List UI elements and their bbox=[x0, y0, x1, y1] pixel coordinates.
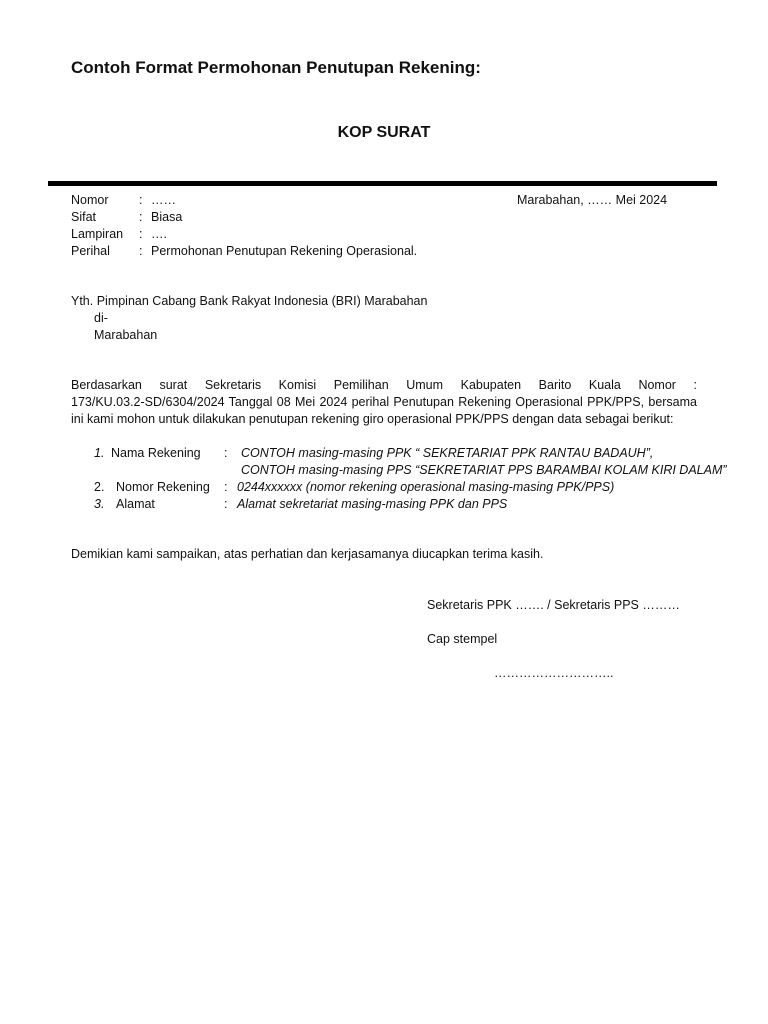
body-line: Berdasarkan surat Sekretaris Komisi Pemilihan Umum Kabupaten Barito Kuala Nomor : bbox=[71, 378, 697, 392]
letterhead-placeholder: KOP SURAT bbox=[337, 124, 431, 141]
meta-value-sifat: Biasa bbox=[151, 210, 183, 224]
addressee-di: di- bbox=[94, 311, 108, 325]
item-colon: : bbox=[224, 497, 228, 511]
closing-sentence: Demikian kami sampaikan, atas perhatian dan kerjasamanya diucapkan terima kasih. bbox=[71, 547, 544, 561]
item-label-nomor-rekening: Nomor Rekening bbox=[116, 480, 210, 494]
meta-colon: : bbox=[139, 227, 143, 241]
letterhead-divider bbox=[48, 181, 717, 186]
item-colon: : bbox=[224, 446, 228, 460]
meta-colon: : bbox=[139, 210, 143, 224]
item-colon: : bbox=[224, 480, 228, 494]
item-value-nama-rekening-2: CONTOH masing-masing PPS “SEKRETARIAT PPS BARAMBAI KOLAM KIRI DALAM” bbox=[241, 463, 727, 477]
item-label-nama-rekening: Nama Rekening bbox=[111, 446, 201, 460]
meta-label-perihal: Perihal bbox=[71, 244, 110, 258]
item-number: 2. bbox=[94, 480, 105, 494]
body-line: 173/KU.03.2-SD/6304/2024 Tanggal 08 Mei 2024 perihal Penutupan Rekening Operasional PPK/PPS, bersama bbox=[71, 395, 697, 409]
signatory-title: Sekretaris PPK ……. / Sekretaris PPS ……… bbox=[427, 598, 680, 612]
meta-colon: : bbox=[139, 244, 143, 258]
item-number: 1. bbox=[94, 446, 105, 460]
body-paragraph bbox=[71, 377, 697, 428]
addressee-line: Yth. Pimpinan Cabang Bank Rakyat Indonesia (BRI) Marabahan bbox=[71, 294, 428, 308]
stamp-label: Cap stempel bbox=[427, 632, 498, 646]
item-value-nomor-rekening: 0244xxxxxx (nomor rekening operasional masing-masing PPK/PPS) bbox=[237, 480, 615, 494]
item-value-nama-rekening: CONTOH masing-masing PPK “ SEKRETARIAT PPK RANTAU BADAUH”, bbox=[241, 446, 654, 460]
place-date: Marabahan, …… Mei 2024 bbox=[517, 193, 668, 207]
signatory-name-line: ……………………….. bbox=[494, 666, 614, 680]
meta-colon: : bbox=[139, 193, 143, 207]
meta-value-perihal: Permohonan Penutupan Rekening Operasional. bbox=[151, 244, 418, 258]
document-heading: Contoh Format Permohonan Penutupan Rekening: bbox=[71, 58, 481, 77]
item-number: 3. bbox=[94, 497, 105, 511]
meta-label-lampiran: Lampiran bbox=[71, 227, 124, 241]
meta-value-lampiran: …. bbox=[151, 227, 167, 241]
meta-value-nomor: …… bbox=[151, 193, 176, 207]
item-value-alamat: Alamat sekretariat masing-masing PPK dan PPS bbox=[237, 497, 508, 511]
item-label-alamat: Alamat bbox=[116, 497, 155, 511]
body-line: ini kami mohon untuk dilakukan penutupan rekening giro operasional PPK/PPS dengan data sebagai berikut: bbox=[71, 412, 674, 426]
meta-label-sifat: Sifat bbox=[71, 210, 97, 224]
addressee-city: Marabahan bbox=[94, 328, 158, 342]
meta-label-nomor: Nomor bbox=[71, 193, 109, 207]
